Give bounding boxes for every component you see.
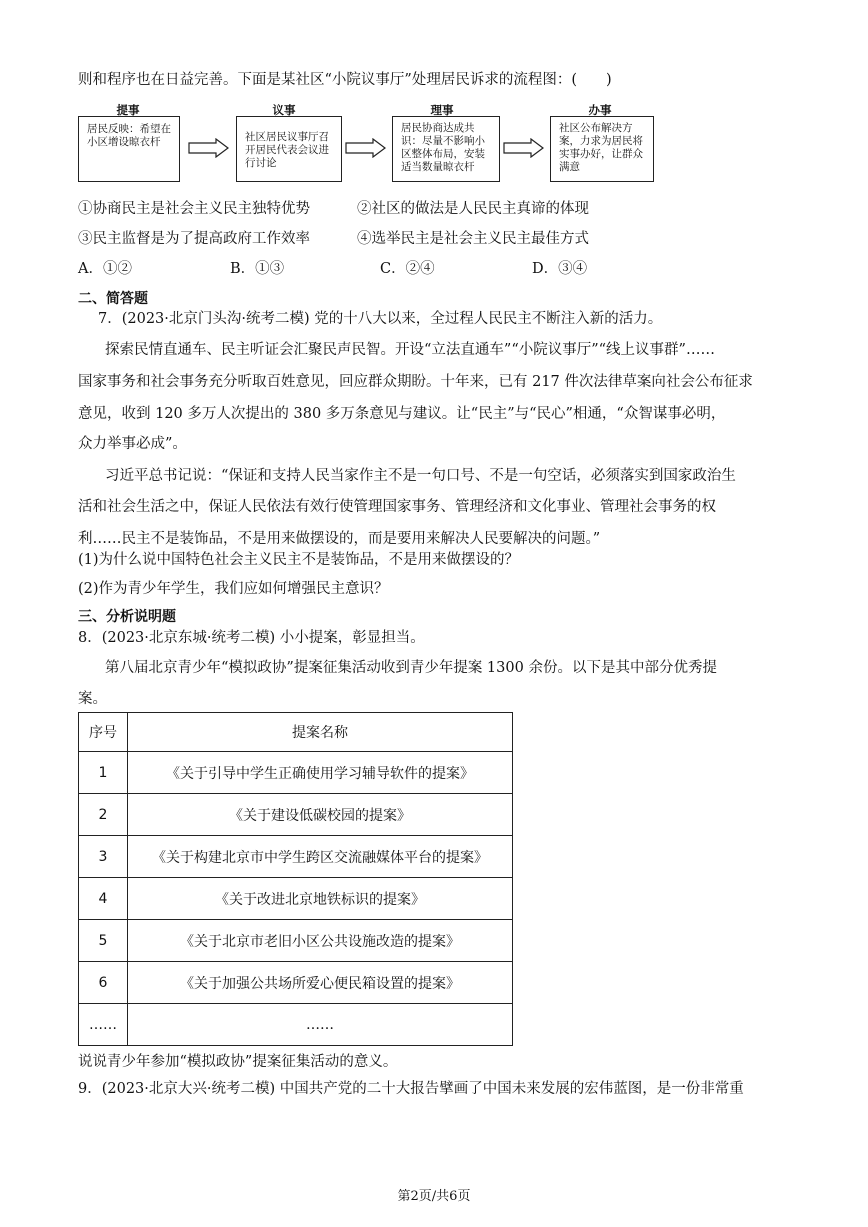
question-8-line: 8．(2023·北京东城·统考二模) 小小提案，彰显担当。: [78, 630, 425, 646]
section-heading-short-answer: 二、简答题: [78, 291, 148, 307]
table-cell-title: 《关于北京市老旧小区公共设施改造的提案》: [128, 920, 513, 962]
page-footer: 第2页/共6页: [397, 1189, 471, 1204]
table-cell-index: 4: [79, 878, 128, 920]
table-row: [79, 962, 513, 1004]
q7-paragraph-2-line-1: 习近平总书记说：“保证和支持人民当家作主不是一句口号、不是一句空话，必须落实到国家政治生: [105, 468, 736, 484]
right-arrow-icon: [503, 138, 545, 158]
table-row: [79, 1004, 513, 1046]
table-cell-index: 2: [79, 794, 128, 836]
flow-step-3-box: 居民协商达成共识：尽量不影响小区整体布局，安装适当数量晾衣杆: [392, 116, 500, 182]
q7-paragraph-2-line-2: 活和社会生活之中，保证人民依法有效行使管理国家事务、管理经济和文化事业、管理社会事务的权: [78, 499, 716, 515]
q8-paragraph-line-2: 案。: [78, 691, 107, 707]
table-row: [79, 878, 513, 920]
question-7-line: 7．(2023·北京门头沟·统考二模) 党的十八大以来，全过程人民民主不断注入新的活力。: [98, 311, 663, 327]
table-header-title: 提案名称: [128, 713, 513, 752]
table-row: [79, 920, 513, 962]
flow-step-3-label: 理事: [430, 103, 454, 117]
flow-step-2-label: 议事: [272, 103, 296, 117]
table-cell-index: 3: [79, 836, 128, 878]
table-cell-index: 1: [79, 752, 128, 794]
section-heading-analysis: 三、分析说明题: [78, 609, 176, 625]
table-row: [79, 836, 513, 878]
flow-step-4-box: 社区公布解决方案，力求为居民将实事办好，让群众满意: [550, 116, 654, 182]
table-cell-index: 6: [79, 962, 128, 1004]
q8-question: 说说青少年参加“模拟政协”提案征集活动的意义。: [78, 1054, 398, 1070]
table-row: [79, 794, 513, 836]
flow-step-1-label: 提事: [116, 103, 140, 117]
table-cell-title: 《关于引导中学生正确使用学习辅导软件的提案》: [128, 752, 513, 794]
q7-paragraph-2-line-3: 利……民主不是装饰品，不是用来做摆设的，而是要用来解决人民要解决的问题。”: [78, 531, 601, 547]
question-9-line: 9．(2023·北京大兴·统考二模) 中国共产党的二十大报告擘画了中国未来发展的宏伟蓝图，是一份非常重: [78, 1081, 744, 1097]
q8-paragraph-line-1: 第八届北京青少年“模拟政协”提案征集活动收到青少年提案 1300 余份。以下是其中部分优秀提: [105, 660, 717, 676]
statement-4: ④选举民主是社会主义民主最佳方式: [357, 231, 589, 247]
choice-a: A．①②: [78, 261, 132, 277]
question-intro-line: 则和程序也在日益完善。下面是某社区“小院议事厅”处理居民诉求的流程图：( ): [78, 72, 612, 88]
choice-d: D．③④: [532, 261, 588, 277]
right-arrow-icon: [188, 138, 230, 158]
right-arrow-icon: [345, 138, 387, 158]
proposal-table: [78, 712, 513, 1046]
table-cell-title: 《关于构建北京市中学生跨区交流融媒体平台的提案》: [128, 836, 513, 878]
statement-1: ①协商民主是社会主义民主独特优势: [78, 201, 310, 217]
q7-subquestion-2: (2)作为青少年学生，我们应如何增强民主意识？: [78, 581, 389, 597]
flow-step-4-label: 办事: [588, 103, 612, 117]
flow-step-2-box: 社区居民议事厅召开居民代表会议进行讨论: [236, 116, 342, 182]
choice-b: B．①③: [230, 261, 285, 277]
table-cell-title: 《关于改进北京地铁标识的提案》: [128, 878, 513, 920]
choice-c: C．②④: [380, 261, 435, 277]
table-header-row: [79, 713, 513, 752]
q7-subquestion-1: (1)为什么说中国特色社会主义民主不是装饰品，不是用来做摆设的？: [78, 552, 520, 568]
q7-paragraph-1-line-3: 意见，收到 120 多万人次提出的 380 多万条意见与建议。让“民主”与“民心”相通，“众智谋事必明，: [78, 406, 726, 422]
table-cell-index: ……: [79, 1004, 128, 1046]
statement-2: ②社区的做法是人民民主真谛的体现: [357, 201, 589, 217]
statement-3: ③民主监督是为了提高政府工作效率: [78, 231, 310, 247]
q7-paragraph-1-line-2: 国家事务和社会事务充分听取百姓意见，回应群众期盼。十年来，已有 217 件次法律草案向社会公布征求: [78, 374, 753, 390]
table-header-index: 序号: [79, 713, 128, 752]
table-cell-title: 《关于加强公共场所爱心便民箱设置的提案》: [128, 962, 513, 1004]
table-cell-title: 《关于建设低碳校园的提案》: [128, 794, 513, 836]
table-cell-title: ……: [128, 1004, 513, 1046]
table-row: [79, 752, 513, 794]
q7-paragraph-1-line-1: 探索民情直通车、民主听证会汇聚民声民智。开设“立法直通车”“小院议事厅”“线上议事群”……: [105, 342, 715, 358]
table-cell-index: 5: [79, 920, 128, 962]
q7-paragraph-1-line-4: 众力举事必成”。: [78, 436, 187, 452]
flow-step-1-box: 居民反映：希望在小区增设晾衣杆: [78, 116, 180, 182]
